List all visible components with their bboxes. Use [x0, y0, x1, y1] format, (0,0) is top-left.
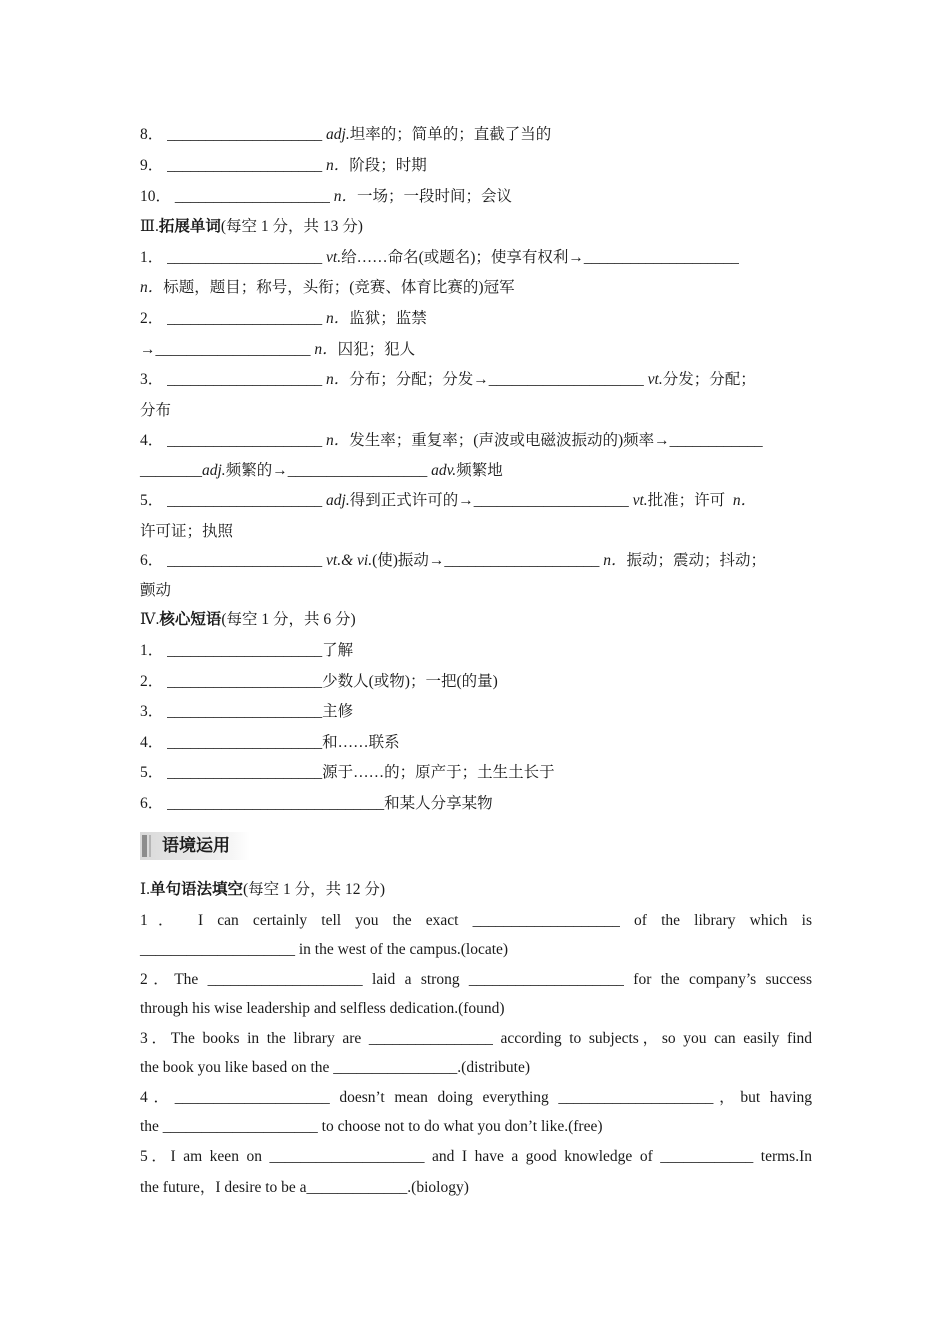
item-number: 6．	[140, 795, 164, 812]
part-of-speech: n．	[140, 279, 164, 296]
meaning: 和某人分享某物	[384, 795, 493, 812]
meaning: 分发；分配；	[662, 371, 756, 388]
item-number: 1．	[140, 249, 164, 266]
item-number: 8．	[140, 126, 164, 143]
meaning: 一场；一段时间；会议	[357, 188, 513, 205]
answer-blank[interactable]: ____________________	[167, 673, 323, 690]
part-of-speech: n．	[326, 157, 350, 174]
item-number: 5．	[140, 764, 164, 781]
s3-item-2-line-1	[140, 309, 812, 329]
vocab-item-10	[140, 187, 812, 207]
phrase-item	[140, 672, 812, 692]
answer-blank[interactable]: ____________________	[488, 371, 644, 388]
item-number: 4．	[140, 432, 164, 449]
section-3-heading	[140, 217, 812, 237]
answer-blank[interactable]: ____________________	[167, 432, 323, 449]
answer-blank[interactable]: ____________________	[174, 188, 330, 205]
item-number: 3．	[140, 371, 164, 388]
section-title: 单句语法填空	[150, 881, 244, 898]
phrase-item	[140, 641, 812, 661]
item-number: 3．	[140, 703, 164, 720]
meaning: 频繁的→	[225, 462, 288, 479]
s3-item-3-line-2	[140, 401, 812, 421]
s3-item-5-line-2	[140, 522, 812, 542]
section-bar-decoration	[142, 835, 147, 857]
meaning: 和……联系	[322, 734, 400, 751]
part-of-speech: n．	[326, 310, 350, 327]
part-of-speech: vt.	[326, 249, 342, 266]
item-number: 6．	[140, 552, 164, 569]
phrase-item	[140, 702, 812, 722]
section-score: (每空 1 分，共 13 分)	[220, 218, 363, 235]
part-of-speech: adj.	[326, 126, 350, 143]
answer-blank[interactable]: ____________________	[167, 157, 323, 174]
s3-item-3-line-1	[140, 370, 812, 390]
part-of-speech: n．	[326, 371, 350, 388]
meaning: 许可证；执照	[140, 523, 234, 540]
meaning: 囚犯；犯人	[337, 341, 416, 358]
answer-blank[interactable]: ____________________	[167, 492, 323, 509]
vocab-item-8	[140, 125, 812, 145]
section-score: (每空 1 分，共 6 分)	[221, 611, 356, 628]
item-number: 4．	[140, 734, 164, 751]
section-bar-decoration	[149, 835, 151, 857]
meaning: 颤动	[140, 582, 172, 599]
item-number: 9．	[140, 157, 164, 174]
answer-blank[interactable]: ____________________	[167, 552, 323, 569]
phrase-item	[140, 733, 812, 753]
s3-item-4-line-2	[140, 461, 812, 481]
grammar-line: through his wise leadership and selfless dedication.(found)	[140, 1000, 505, 1017]
grammar-line: 4．____________________ doesn’t mean doing everything ____________________，but having	[140, 1089, 812, 1106]
meaning: 振动；震动；抖动；	[626, 552, 767, 569]
meaning: 了解	[322, 642, 354, 659]
answer-blank[interactable]: ____________________	[167, 310, 323, 327]
vocab-item-9	[140, 156, 812, 176]
meaning: 给……命名(或题名)；使享有权利→	[341, 249, 584, 266]
part-of-speech: n．	[603, 552, 627, 569]
s3-item-6-line-1	[140, 551, 812, 571]
part-of-speech: n．	[314, 341, 338, 358]
answer-blank[interactable]: ____________________	[444, 552, 600, 569]
answer-blank[interactable]: ____________________	[473, 492, 629, 509]
item-number: 1．	[140, 642, 164, 659]
answer-blank[interactable]: ____________________	[167, 703, 323, 720]
grammar-line: the book you like based on the ________________.(distribute)	[140, 1059, 531, 1076]
answer-blank[interactable]: ____________________________	[167, 795, 385, 812]
meaning: 批准；许可	[647, 492, 726, 509]
meaning: 发生率；重复率；(声波或电磁波振动的)频率→	[349, 432, 670, 449]
section-number: Ⅳ.	[140, 611, 160, 628]
answer-blank[interactable]: ____________________	[583, 249, 739, 266]
item-number: 10．	[140, 188, 172, 205]
grammar-line: the ____________________ to choose not to do what you don’t like.(free)	[140, 1118, 603, 1135]
answer-blank[interactable]: ____________________	[167, 764, 323, 781]
answer-blank[interactable]: ____________________	[167, 126, 323, 143]
part-of-speech: n．	[732, 492, 757, 509]
meaning: 监狱；监禁	[349, 310, 427, 327]
section-4-heading	[140, 610, 812, 630]
section-score: (每空 1 分，共 12 分)	[243, 881, 386, 898]
grammar-line: 3．The books in the library are ________________ according to subjects，so you can easily find	[140, 1030, 812, 1047]
meaning: 标题，题目；称号，头衔；(竞赛、体育比赛的)冠军	[163, 279, 515, 296]
s3-item-6-line-2	[140, 581, 812, 601]
part-of-speech: n．	[333, 188, 358, 205]
grammar-line: 1． I can certainly tell you the exact ___________________ of the library which is	[140, 912, 812, 929]
part-of-speech: adv.	[431, 462, 457, 479]
arrow-icon: →	[140, 341, 156, 358]
grammar-heading	[140, 880, 812, 900]
part-of-speech: vt.	[632, 492, 648, 509]
meaning: 主修	[322, 703, 354, 720]
meaning: 分布	[140, 402, 172, 419]
section-number: Ⅲ.	[140, 218, 159, 235]
section-header-title: 语境运用	[162, 836, 230, 856]
meaning: 阶段；时期	[349, 157, 427, 174]
phrase-item	[140, 763, 812, 783]
grammar-line: 5．I am keen on ____________________ and I have a good knowledge of ____________ terms.In	[140, 1148, 812, 1165]
section-title: 核心短语	[159, 611, 222, 628]
item-number: 5．	[140, 492, 164, 509]
part-of-speech: adj.	[202, 462, 226, 479]
s3-item-5-line-1	[140, 491, 812, 511]
grammar-line: 2．The ____________________ laid a strong ____________________ for the company’s success	[140, 971, 812, 988]
answer-blank[interactable]: ________	[140, 462, 202, 479]
part-of-speech: n．	[326, 432, 350, 449]
answer-blank[interactable]: ____________	[669, 432, 763, 449]
answer-blank[interactable]: ____________________	[167, 249, 323, 266]
s3-item-2-line-2	[140, 340, 812, 360]
meaning: (使)振动→	[372, 552, 445, 569]
part-of-speech: vt.& vi.	[326, 552, 373, 569]
meaning: 少数人(或物)；一把(的量)	[322, 673, 498, 690]
s3-item-1-line-2	[140, 278, 812, 298]
answer-blank[interactable]: ____________________	[167, 371, 323, 388]
s3-item-4-line-1	[140, 431, 812, 451]
answer-blank[interactable]: ____________________	[155, 341, 311, 358]
section-number: Ⅰ.	[140, 881, 150, 898]
item-number: 2．	[140, 673, 164, 690]
answer-blank[interactable]: ____________________	[167, 642, 323, 659]
part-of-speech: vt.	[647, 371, 663, 388]
meaning: 分布；分配；分发→	[349, 371, 489, 388]
meaning: 坦率的；简单的；直截了当的	[349, 126, 552, 143]
grammar-line: ____________________ in the west of the campus.(locate)	[140, 941, 509, 958]
part-of-speech: adj.	[326, 492, 350, 509]
s3-item-1-line-1	[140, 248, 812, 268]
answer-blank[interactable]: ____________________	[167, 734, 323, 751]
item-number: 2．	[140, 310, 164, 327]
answer-blank[interactable]: __________________	[287, 462, 428, 479]
meaning: 得到正式许可的→	[349, 492, 474, 509]
meaning: 源于……的；原产于；土生土长于	[322, 764, 555, 781]
section-title: 拓展单词	[158, 218, 221, 235]
grammar-line: the future，I desire to be a_____________.(biology)	[140, 1179, 469, 1196]
phrase-item	[140, 794, 812, 814]
meaning: 频繁地	[456, 462, 503, 479]
context-section-header	[140, 832, 250, 860]
